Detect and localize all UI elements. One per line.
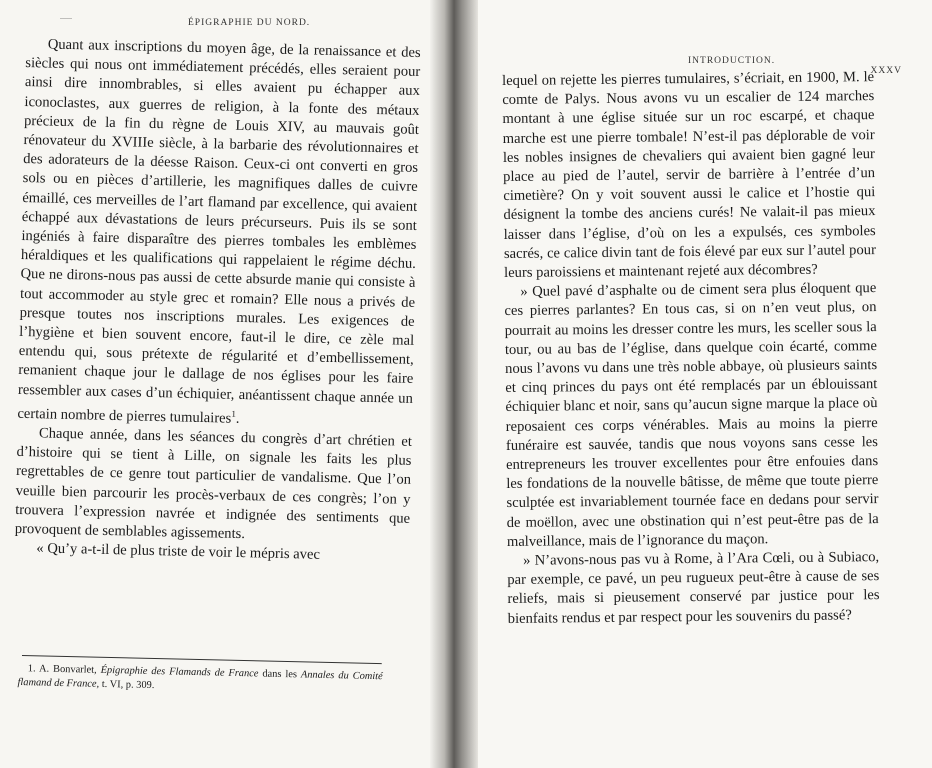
right-running-header: INTRODUCTION. xyxy=(688,56,776,66)
left-running-header: ÉPIGRAPHIE DU NORD. xyxy=(188,18,311,28)
page-number: XXXV xyxy=(870,66,902,76)
footnote-ref: t. VI, p. 309. xyxy=(101,678,155,691)
footnote-middle: dans les xyxy=(262,668,298,681)
book-gutter xyxy=(430,0,478,768)
right-page xyxy=(470,0,932,768)
footnote-author: A. Bonvarlet, xyxy=(38,663,97,676)
footnote-marker: 1 xyxy=(231,408,237,419)
left-page-marks: ...... xyxy=(60,12,72,21)
footnote xyxy=(17,662,383,697)
left-paragraph-1: Quant aux inscriptions du moyen âge, de la renaissance et des siècles qui nous ont immédiatement précédés, elles seraient pour ainsi dire innombrables, si elles avaient pu échapper aux iconoclastes, aux guerres de religion, à la fonte des métaux précieux de la fin du règne de Louis XIV, au mauvais goût rénovateur du XVIIIe siècle, à la barbarie des révolutionnaires et des adorateurs de la déesse Raison. Ceux-ci ont converti en gros sols ou en pièces d’artillerie, les magnifiques dalles de cuivre émaillé, ces merveilles de l’art flamand par excellence, qui avaient échappé aux dévastations de leurs précurseurs. Puis ils se sont ingéniés à faire disparaître des pierres tombales les emblèmes héraldiques et les qualifications qui rappelaient le régime déchu. Que ne dirons-nous pas aussi de cette absurde manie qui consiste à tout accommoder au style grec et romain? Elle nous a privés de presque toutes nos inscriptions murales. Les exigences de l’hygiène et bien souvent encore, faut-il le dire, ce zèle mal entendu qui, sous prétexte de régularité et d’embellissement, remanient chaque jour le dallage de nos églises pour les faire ressembler aux cases d’un échiquier, anéantissent chaque année un certain nombre de pierres tumulaires$^1$. xyxy=(17,36,421,427)
left-paragraph-2: Chaque année, dans les séances du congrès d’art chrétien et d’histoire qui se tient à Lille, on signale les faits les plus regrettables de ce genre tout particulier de vandalisme. Que l’on veuille bien parcourir les procès-verbaux de ces congrès; l’on y trouvera l’expression navrée et indignée des sentiments que provoquent de semblables agissements. xyxy=(14,425,413,543)
left-paragraph-3: « Qu’y a-t-il de plus triste de voir le mépris avec xyxy=(36,540,321,563)
right-paragraph-3: » N’avons-nous pas vu à Rome, à l’Ara Cœli, ou à Subiaco, par exemple, ce pavé, un peu rugueux peut-être à cause de ses reliefs, mais si pieusement conservé par justice pour les bienfaits rendus et par respect pour les souvenirs du passé? xyxy=(507,549,880,627)
left-page xyxy=(0,0,440,768)
left-body xyxy=(14,35,421,567)
footnote-journal: Annales du Comité flamand de France, xyxy=(17,669,383,690)
footnote-title: Épigraphie des Flamands de France xyxy=(100,664,259,680)
right-body xyxy=(502,68,880,629)
right-paragraph-2: » Quel pavé d’asphalte ou de ciment sera plus éloquent que ces pierres parlantes? En tous cas, si on n’en veut plus, on pourrait au moins les dresser contre les murs, les sceller sous la tour, ou au bas de l’église, dans quelque coin écarté, comme nous l’avons vu dans une très noble abbaye, où plusieurs saints et cinq princes du pays ont été remplacés par un éblouissant échiquier blanc et noir, sans qu’aucun signe marque la place où reposaient ces corps vénérables. Mais au moins la pierre funéraire est sauvée, tandis que nous voyons sans cesse les entrepreneurs les trouver excellentes pour être enfouies dans les fondations de la nouvelle bâtisse, de même que toute pierre sculptée est invariablement tournée face en dedans pour servir de moëllon, avec une obstination qui n’est peut-être pas de la malveillance, mais de l’ignorance du maçon. xyxy=(504,280,879,550)
footnote-number: 1. xyxy=(27,663,36,675)
right-paragraph-1: lequel on rejette les pierres tumulaires, s’écriait, en 1900, M. le comte de Palys. Nous avons vu un escalier de 124 marches montant à une église située sur un roc escarpé, et chaque marche est une pierre tombale! N’est-il pas déplorable de voir les nobles insignes de chevaliers qui avaient bien gagné leur place au pied de l’autel, servir de barrière à l’entrée d’un cimetière? On y voit souvent aussi le calice et l’hostie qui désignent la tombe des anciens curés! Ne valait-il pas mieux laisser dans l’église, d’où on les a expulsés, ces symboles sacrés, ce calice divin tant de fois élevé par eux sur l’autel pour leurs paroissiens et maintenant rejeté aux décombres? xyxy=(502,69,876,282)
